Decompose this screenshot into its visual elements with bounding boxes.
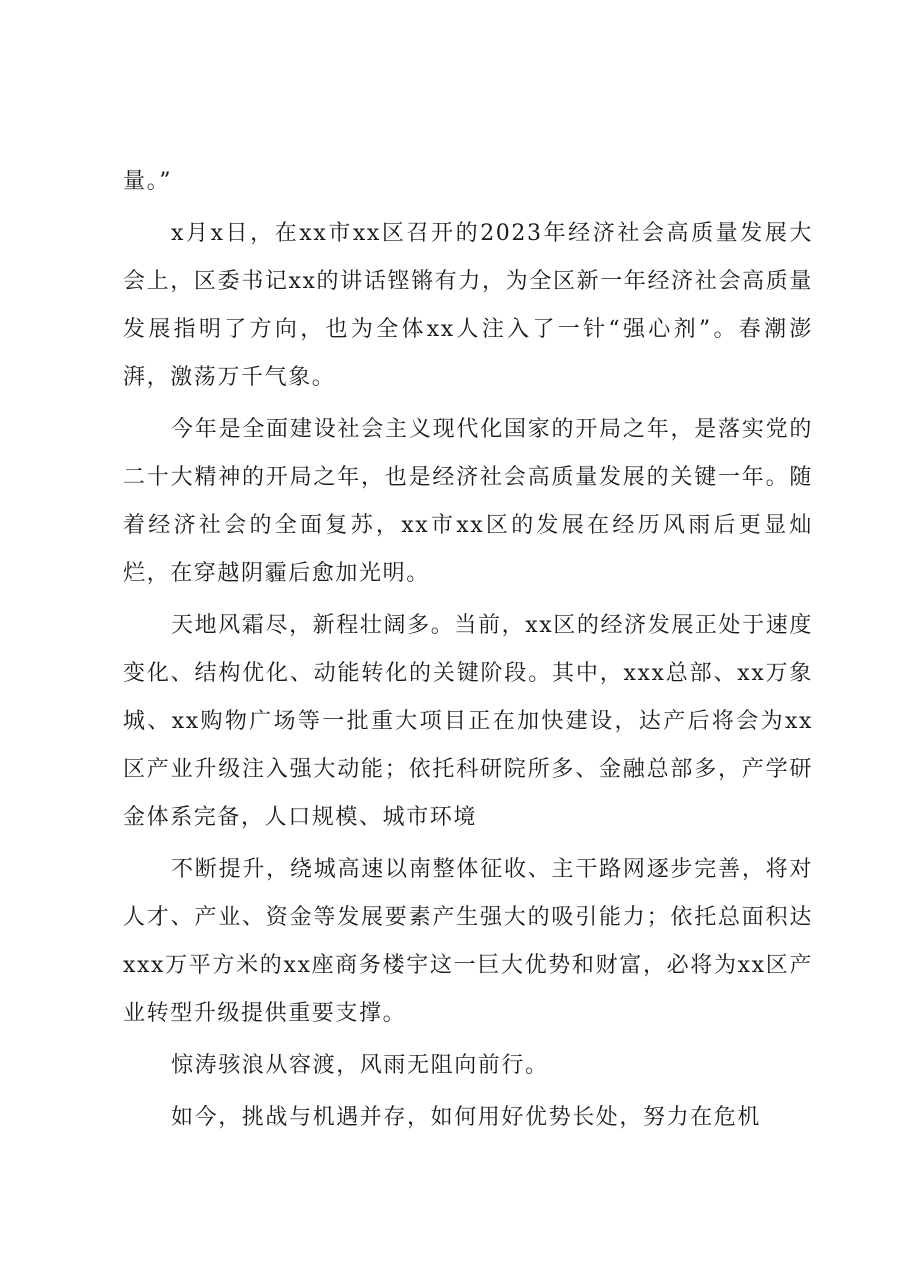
paragraph-2: x月x日，在xx市xx区召开的2023年经济社会高质量发展大会上，区委书记xx的讲话铿锵有力，为全区新一年经济社会高质量发展指明了方向，也为全体xx人注入了一针“强心剂”。春潮澎湃，激荡万千气象。 — [123, 221, 813, 390]
paragraph-4: 天地风霜尽，新程壮阔多。当前，xx区的经济发展正处于速度变化、结构优化、动能转化的关键阶段。其中，xxx总部、xx万象城、xx购物广场等一批重大项目正在加快建设，达产后将会为xx区产业升级注入强大动能；依托科研院所多、金融总部多，产学研金体系完备，人口规模、城市环境 — [123, 613, 813, 830]
paragraph-5: 不断提升，绕城高速以南整体征收、主干路网逐步完善，将对人才、产业、资金等发展要素产生强大的吸引能力；依托总面积达xxx万平方米的xx座商务楼宇这一巨大优势和财富，必将为xx区产业转型升级提供重要支撑。 — [123, 857, 813, 1026]
paragraph-7: 如今，挑战与机遇并存，如何用好优势长处，努力在危机 — [171, 1105, 762, 1130]
paragraph-6: 惊涛骇浪从容渡，风雨无阻向前行。 — [171, 1053, 549, 1078]
paragraph-1: 量。” — [123, 169, 173, 194]
paragraph-3: 今年是全面建设社会主义现代化国家的开局之年，是落实党的二十大精神的开局之年，也是经济社会高质量发展的关键一年。随着经济社会的全面复苏，xx市xx区的发展在经历风雨后更显灿烂，在穿越阴霾后愈加光明。 — [123, 417, 813, 586]
document-body — [123, 158, 813, 1142]
